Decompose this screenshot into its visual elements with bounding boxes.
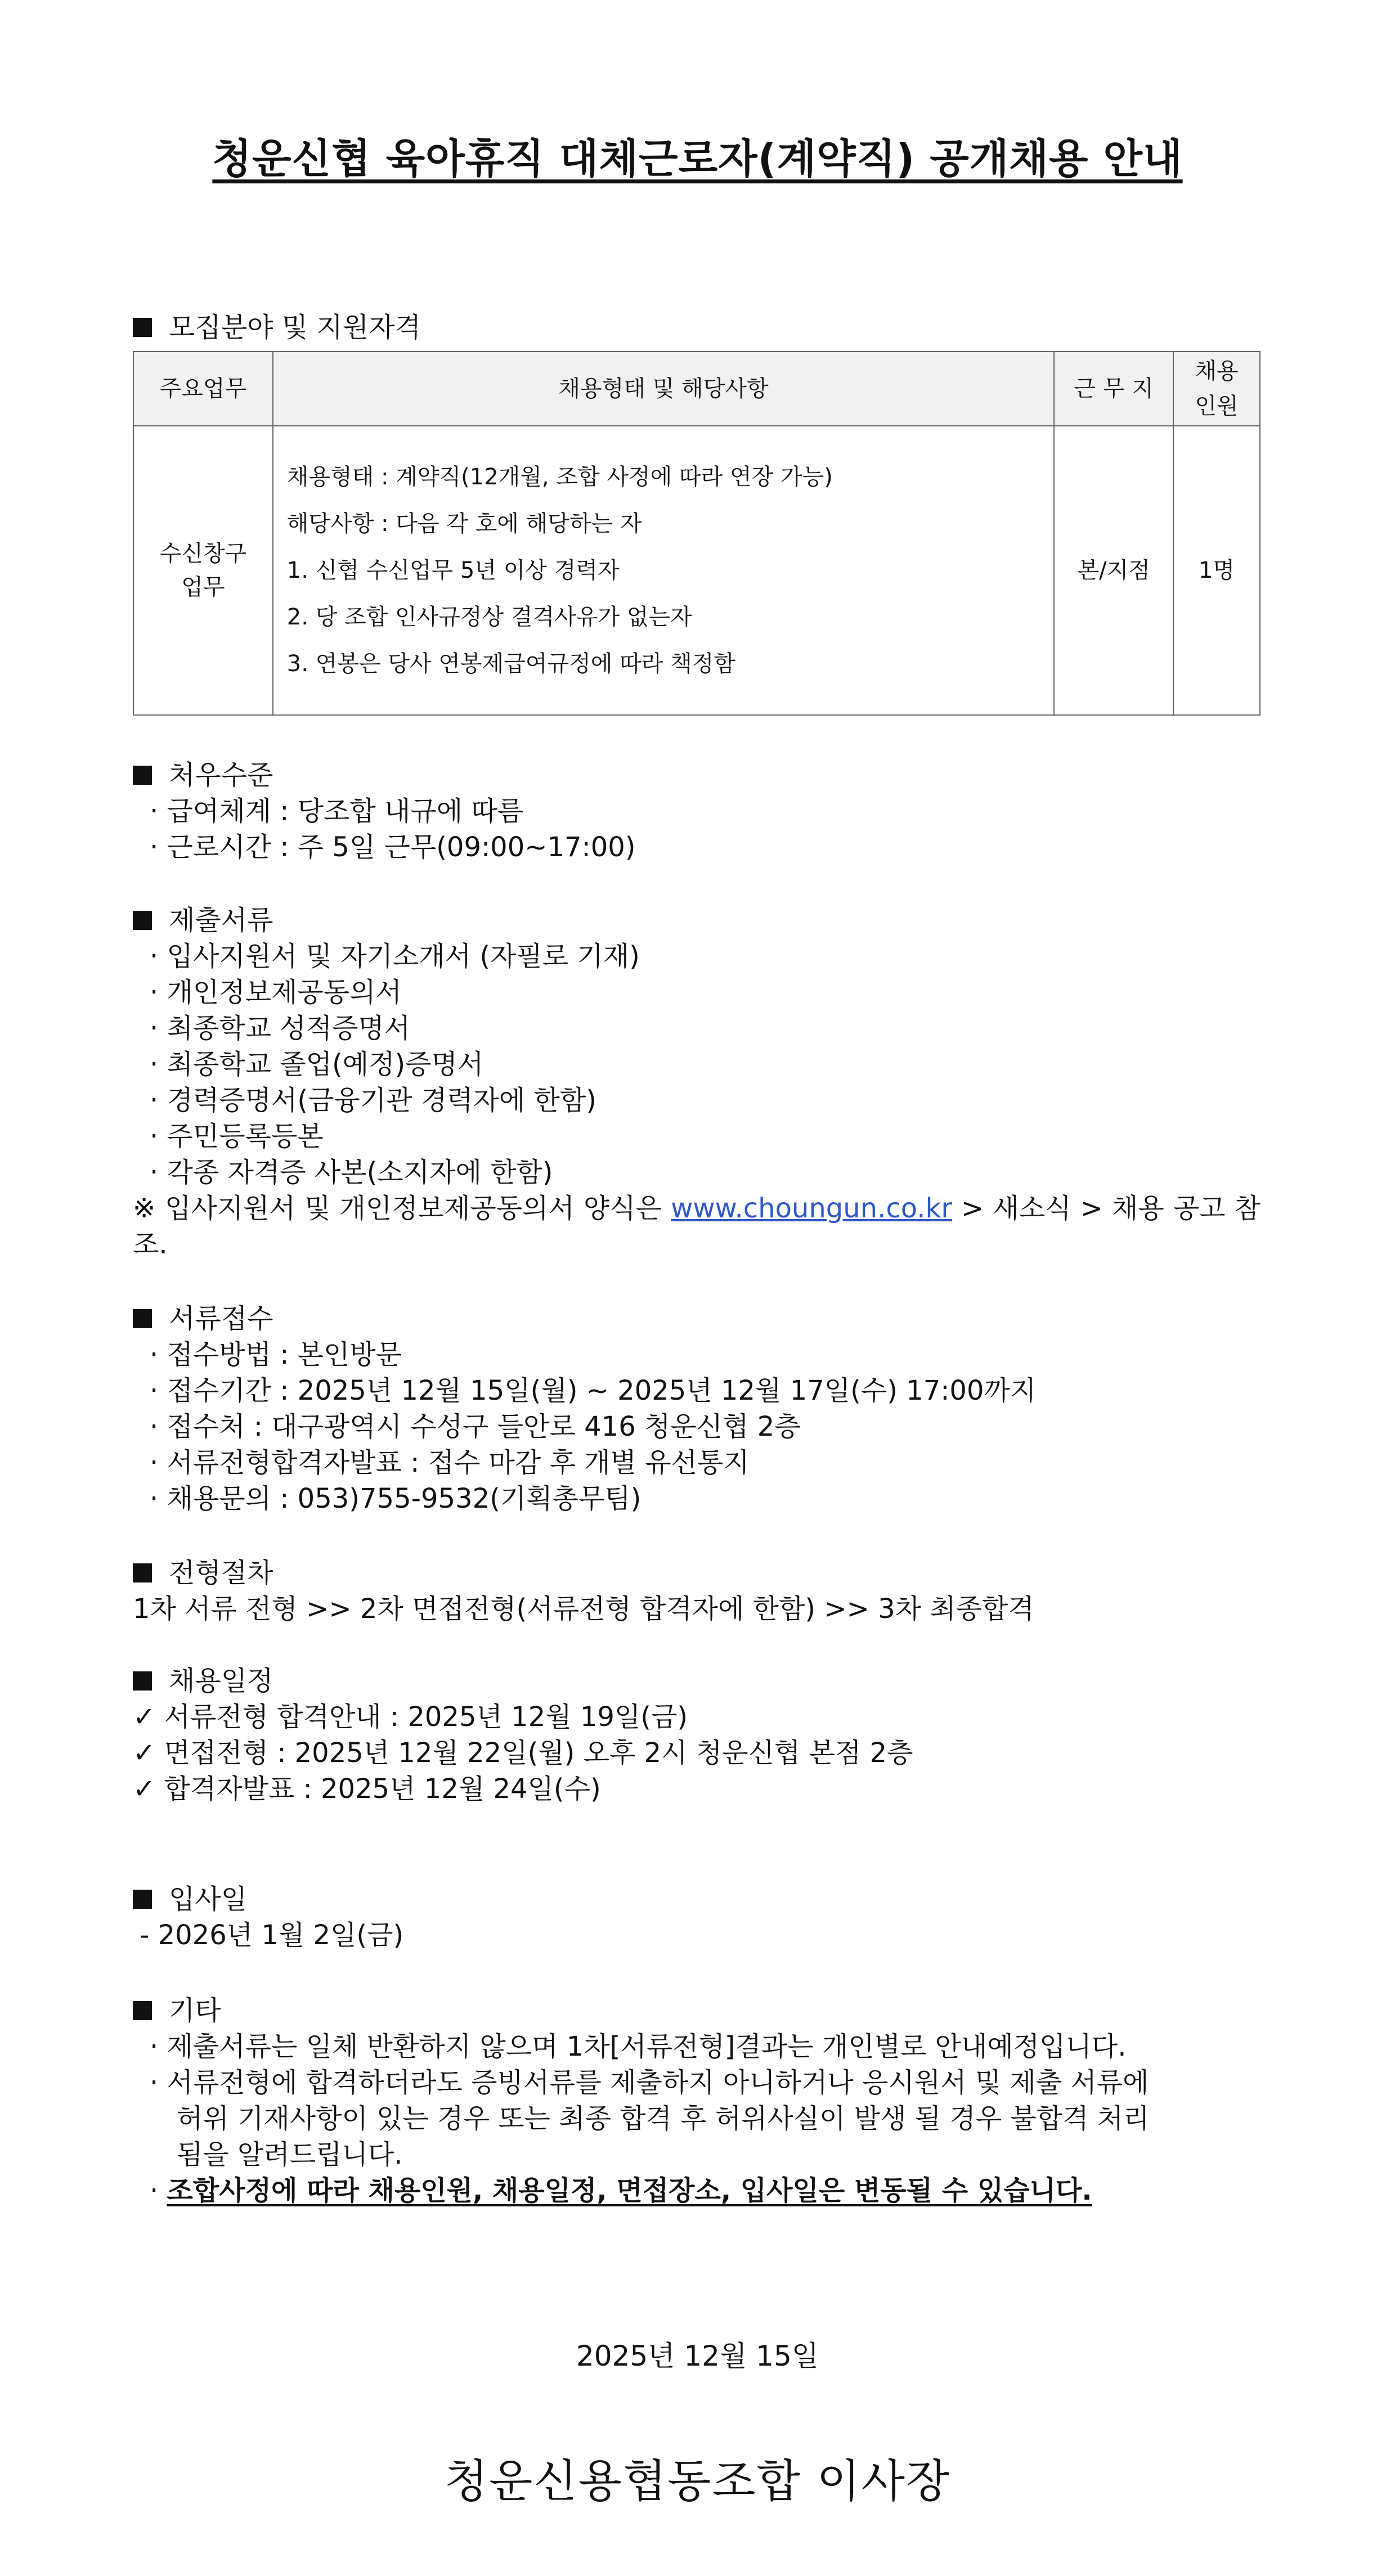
note-suffix: > 새소식 > 채용 공고 참조. — [133, 1193, 1261, 1260]
detail-line: 2. 당 조합 인사규정상 결격사유가 없는자 — [286, 604, 692, 630]
etc-item: · 서류전형에 합격하더라도 증빙서류를 제출하지 아니하거나 응시원서 및 제출 서류에 — [150, 2067, 1149, 2098]
square-bullet-icon — [133, 1563, 152, 1583]
issuer: 청운신용협동조합 이사장 — [444, 2455, 951, 2507]
square-bullet-icon — [133, 2001, 152, 2020]
square-bullet-icon — [133, 1309, 152, 1328]
etc-item-emphasis — [133, 2173, 1150, 2209]
document-item: · 각종 자격증 사본(소지자에 한함) — [150, 1157, 553, 1188]
schedule-section — [133, 1663, 913, 1807]
application-item: · 접수기간 : 2025년 12월 15일(월) ~ 2025년 12월 17일(수) 17:00까지 — [150, 1375, 1037, 1406]
schedule-item: ✓ 면접전형 : 2025년 12월 22일(월) 오후 2시 청운신협 본점 2층 — [133, 1737, 913, 1769]
start-date-text: - 2026년 1월 2일(금) — [140, 1919, 404, 1951]
square-bullet-icon — [133, 911, 152, 930]
application-heading: 서류접수 — [169, 1303, 273, 1334]
schedule-item: ✓ 서류전형 합격안내 : 2025년 12월 19일(금) — [133, 1701, 688, 1733]
recruit-section — [133, 309, 421, 345]
header-duty: 주요업무 — [133, 352, 273, 426]
etc-emphasis-text: 조합사정에 따라 채용인원, 채용일정, 면접장소, 입사일은 변동될 수 있습니다. — [167, 2175, 1092, 2206]
header-count-line2: 인원 — [1195, 393, 1239, 419]
recruit-table — [133, 351, 1261, 716]
etc-item-cont: 허위 기재사항이 있는 경우 또는 최종 합격 후 허위사실이 발생 될 경우 불합격 처리 — [177, 2103, 1150, 2134]
schedule-heading: 채용일정 — [169, 1665, 273, 1697]
etc-item: · 제출서류는 일체 반환하지 않으며 1차[서류전형]결과는 개인별로 안내예정입니다. — [150, 2031, 1127, 2062]
document-item: · 입사지원서 및 자기소개서 (자필로 기재) — [150, 941, 640, 972]
recruit-heading: 모집분야 및 지원자격 — [169, 312, 421, 343]
header-count — [1173, 352, 1260, 426]
application-item: · 채용문의 : 053)755-9532(기획총무팀) — [150, 1483, 642, 1514]
detail-line: 해당사항 : 다음 각 호에 해당하는 자 — [286, 510, 642, 537]
header-detail: 채용형태 및 해당사항 — [273, 352, 1055, 426]
start-date-section — [133, 1881, 403, 1953]
square-bullet-icon — [133, 318, 152, 337]
cell-location: 본/지점 — [1054, 426, 1173, 715]
cell-count: 1명 — [1173, 426, 1260, 715]
treatment-heading: 처우수준 — [169, 759, 273, 791]
process-section — [133, 1555, 1034, 1627]
process-heading: 전형절차 — [169, 1557, 273, 1589]
document-item: · 최종학교 졸업(예정)증명서 — [150, 1049, 484, 1080]
duty-line1: 수신창구 — [159, 541, 247, 567]
table-header-row — [133, 352, 1260, 426]
header-count-line1: 채용 — [1195, 358, 1239, 384]
header-location: 근 무 지 — [1054, 352, 1173, 426]
etc-heading: 기타 — [169, 1995, 221, 2026]
application-item: · 서류전형합격자발표 : 접수 마감 후 개별 유선통지 — [150, 1447, 750, 1478]
detail-line: 1. 신협 수신업무 5년 이상 경력자 — [286, 557, 620, 583]
notice-date: 2025년 12월 15일 — [576, 2340, 819, 2372]
document-item: · 최종학교 성적증명서 — [150, 1013, 411, 1044]
etc-bullet: · — [150, 2175, 167, 2206]
note-prefix: ※ 입사지원서 및 개인정보제공동의서 양식은 — [133, 1193, 662, 1224]
treatment-section — [133, 757, 636, 865]
square-bullet-icon — [133, 766, 152, 785]
documents-heading: 제출서류 — [169, 905, 273, 936]
duty-line2: 업무 — [181, 574, 225, 600]
etc-item-cont: 됨을 알려드립니다. — [177, 2139, 403, 2170]
homepage-link[interactable]: www.choungun.co.kr — [671, 1193, 953, 1224]
application-section — [133, 1301, 1036, 1517]
cell-duty — [133, 426, 273, 715]
treatment-item: · 근로시간 : 주 5일 근무(09:00~17:00) — [150, 831, 636, 863]
application-item: · 접수처 : 대구광역시 수성구 들안로 416 청운신협 2층 — [150, 1411, 801, 1442]
start-date-heading: 입사일 — [169, 1883, 248, 1915]
etc-section — [133, 1993, 1150, 2209]
process-text: 1차 서류 전형 >> 2차 면접전형(서류전형 합격자에 한함) >> 3차 최종합격 — [133, 1593, 1034, 1625]
treatment-item: · 급여체계 : 당조합 내규에 따름 — [150, 795, 524, 827]
application-item: · 접수방법 : 본인방문 — [150, 1339, 402, 1370]
documents-note — [133, 1190, 1261, 1262]
square-bullet-icon — [133, 1890, 152, 1909]
square-bullet-icon — [133, 1671, 152, 1691]
schedule-item: ✓ 합격자발표 : 2025년 12월 24일(수) — [133, 1773, 601, 1805]
cell-detail — [273, 426, 1055, 715]
detail-line: 채용형태 : 계약직(12개월, 조합 사정에 따라 연장 가능) — [286, 464, 833, 490]
detail-line: 3. 연봉은 당사 연봉제급여규정에 따라 책정함 — [286, 650, 736, 677]
document-item: · 주민등록등본 — [150, 1121, 324, 1152]
documents-section — [133, 902, 640, 1190]
table-row — [133, 426, 1260, 715]
document-item: · 개인정보제공동의서 — [150, 977, 402, 1008]
document-item: · 경력증명서(금융기관 경력자에 한함) — [150, 1085, 597, 1116]
page-title: 청운신협 육아휴직 대체근로자(계약직) 공개채용 안내 — [212, 135, 1183, 182]
